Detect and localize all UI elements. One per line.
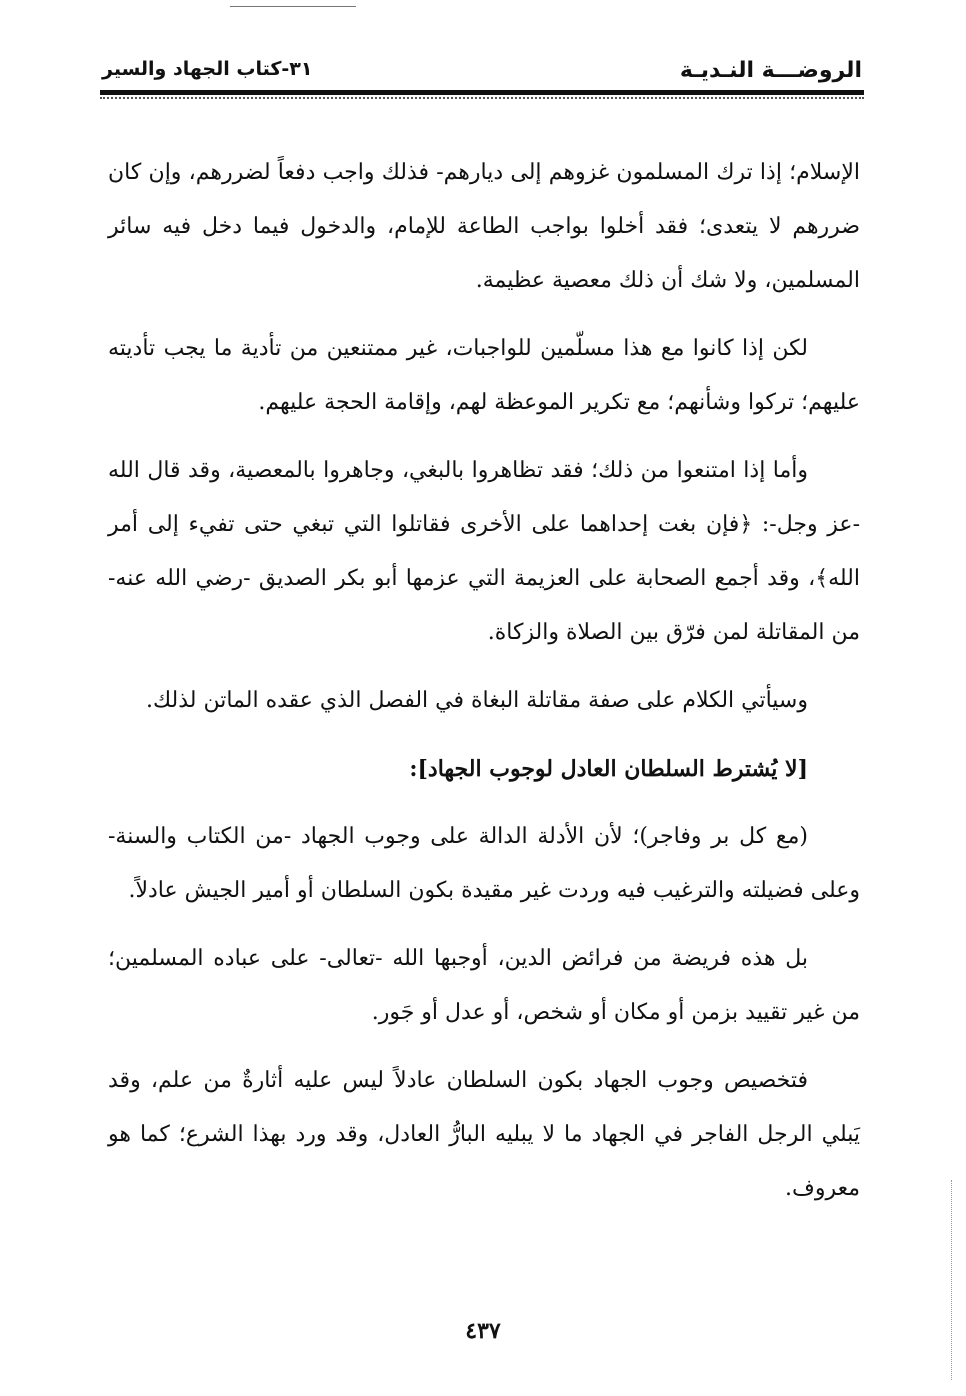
paragraph-1: الإسلام؛ إذا ترك المسلمون غزوهم إلى ديارهم- فذلك واجب دفعاً لضررهم، وإن كان ضررهم لا يتعدى؛ فقد أخلوا بواجب الطاعة للإمام، والدخول فيما دخل فيه سائر المسلمين، ولا شك أن ذلك معصية عظيمة. [108, 160, 860, 293]
scan-edge-mark [951, 1180, 952, 1380]
paragraph-2: لكن إذا كانوا مع هذا مسلّمين للواجبات، غير ممتنعين من تأدية ما يجب تأديته عليهم؛ تركوا وشأنهم؛ مع تكرير الموعظة لهم، وإقامة الحجة عليهم. [108, 336, 860, 415]
paragraph-6: بل هذه فريضة من فرائض الدين، أوجبها الله -تعالى- على عباده المسلمين؛ من غير تقييد بزمن أو مكان أو شخص، أو عدل أو جَور. [108, 946, 860, 1025]
page-number: ٤٣٧ [465, 1318, 501, 1344]
header-divider-dotted [100, 97, 864, 99]
running-header [102, 58, 862, 88]
page-body [108, 146, 860, 1230]
paragraph-3: وأما إذا امتنعوا من ذلك؛ فقد تظاهروا بالبغي، وجاهروا بالمعصية، وقد قال الله -عز وجل-: ﴿فإن بغت إحداهما على الأخرى فقاتلوا التي تبغي حتى تفيء إلى أمر الله﴾، وقد أجمع الصحابة على العزيمة التي عزمها أبو بكر الصديق -رضي الله عنه-من المقاتلة لمن فرّق بين الصلاة والزكاة. [108, 458, 860, 645]
paragraph-7: فتخصيص وجوب الجهاد بكون السلطان عادلاً ليس عليه أثارةٌ من علم، وقد يَبلي الرجل الفاجر في الجهاد ما لا يبليه البارُّ العادل، وقد ورد بهذا الشرع؛ كما هو معروف. [108, 1068, 860, 1201]
top-edge-line [230, 6, 356, 7]
chapter-title: ٣١-كتاب الجهاد والسير [102, 58, 313, 80]
book-title: الروضـــة النـديـة [679, 58, 862, 83]
section-heading: [لا يُشترط السلطان العادل لوجوب الجهاد]: [409, 756, 808, 782]
paragraph-5: (مع كل بر وفاجر)؛ لأن الأدلة الدالة على وجوب الجهاد -من الكتاب والسنة- وعلى فضيلته والترغيب فيه وردت غير مقيدة بكون السلطان أو أمير الجيش عادلاً. [108, 824, 860, 903]
header-divider-thick [100, 90, 864, 95]
paragraph-4: وسيأتي الكلام على صفة مقاتلة البغاة في الفصل الذي عقده الماتن لذلك. [145, 688, 808, 713]
